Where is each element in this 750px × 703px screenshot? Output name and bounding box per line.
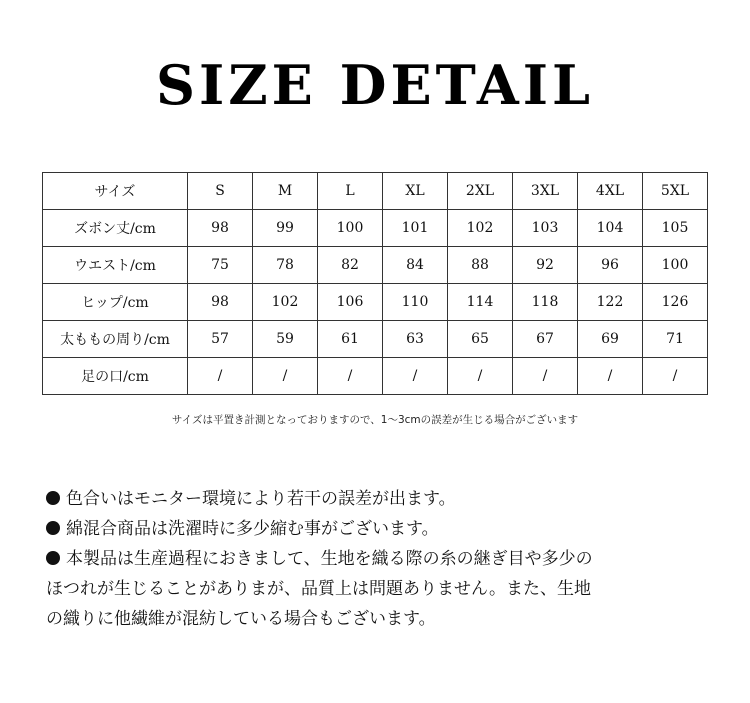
table-cell: 102 [253, 284, 318, 321]
header-cell: 4XL [578, 173, 643, 210]
header-cell: XL [383, 173, 448, 210]
header-cell: S [188, 173, 253, 210]
table-cell: / [188, 358, 253, 395]
row-label: ズボン丈/cm [43, 210, 188, 247]
table-cell: 104 [578, 210, 643, 247]
table-cell: 78 [253, 247, 318, 284]
table-cell: 63 [383, 321, 448, 358]
table-row [43, 210, 708, 247]
table-cell: 106 [318, 284, 383, 321]
bullet-icon [46, 551, 60, 565]
table-header-row [43, 173, 708, 210]
table-cell: 126 [643, 284, 708, 321]
header-cell: サイズ [43, 173, 188, 210]
page-title: SIZE DETAIL [156, 53, 594, 117]
table-cell: / [578, 358, 643, 395]
notice-item [46, 544, 716, 574]
notice-text-continued: の織りに他繊維が混紡している場合もございます。 [46, 609, 436, 629]
table-cell: 100 [318, 210, 383, 247]
table-cell: 67 [513, 321, 578, 358]
header-cell: M [253, 173, 318, 210]
table-cell: 101 [383, 210, 448, 247]
row-label: 足の口/cm [43, 358, 188, 395]
table-cell: 61 [318, 321, 383, 358]
table-cell: 114 [448, 284, 513, 321]
table-row [43, 284, 708, 321]
table-cell: 118 [513, 284, 578, 321]
header-cell: 2XL [448, 173, 513, 210]
table-row [43, 321, 708, 358]
table-row [43, 247, 708, 284]
header-cell: 5XL [643, 173, 708, 210]
row-label: ヒップ/cm [43, 284, 188, 321]
table-cell: 96 [578, 247, 643, 284]
table-cell: 69 [578, 321, 643, 358]
table-cell: 75 [188, 247, 253, 284]
table-cell: 98 [188, 284, 253, 321]
table-cell: 103 [513, 210, 578, 247]
table-cell: 88 [448, 247, 513, 284]
bullet-icon [46, 521, 60, 535]
table-cell: / [643, 358, 708, 395]
table-cell: 59 [253, 321, 318, 358]
row-label: 太ももの周り/cm [43, 321, 188, 358]
table-cell: 110 [383, 284, 448, 321]
notice-item [46, 484, 716, 514]
table-cell: / [253, 358, 318, 395]
table-cell: 100 [643, 247, 708, 284]
table-cell: 82 [318, 247, 383, 284]
bullet-icon [46, 491, 60, 505]
notice-text: 綿混合商品は洗濯時に多少縮む事がございます。 [66, 519, 439, 539]
table-cell: 102 [448, 210, 513, 247]
table-cell: / [318, 358, 383, 395]
table-cell: 71 [643, 321, 708, 358]
table-cell: / [448, 358, 513, 395]
table-cell: 98 [188, 210, 253, 247]
table-cell: 105 [643, 210, 708, 247]
measurement-note: サイズは平置き計測となっておりますので、1～3cmの誤差が生じる場合がございます [171, 414, 579, 426]
table-cell: 65 [448, 321, 513, 358]
row-label: ウエスト/cm [43, 247, 188, 284]
table-cell: 99 [253, 210, 318, 247]
size-table [42, 172, 708, 395]
table-cell: 84 [383, 247, 448, 284]
notice-text-continued: ほつれが生じることがありまが、品質上は問題ありません。また、生地 [46, 579, 592, 599]
header-cell: L [318, 173, 383, 210]
table-cell: 122 [578, 284, 643, 321]
notice-text: 本製品は生産過程におきまして、生地を織る際の糸の継ぎ目や多少の [66, 549, 593, 569]
table-cell: / [513, 358, 578, 395]
header-cell: 3XL [513, 173, 578, 210]
notice-item [46, 514, 716, 544]
table-cell: 92 [513, 247, 578, 284]
notice-text: 色合いはモニター環境により若干の誤差が出ます。 [66, 489, 456, 509]
notice-list [46, 484, 716, 634]
table-row [43, 358, 708, 395]
table-cell: / [383, 358, 448, 395]
table-cell: 57 [188, 321, 253, 358]
